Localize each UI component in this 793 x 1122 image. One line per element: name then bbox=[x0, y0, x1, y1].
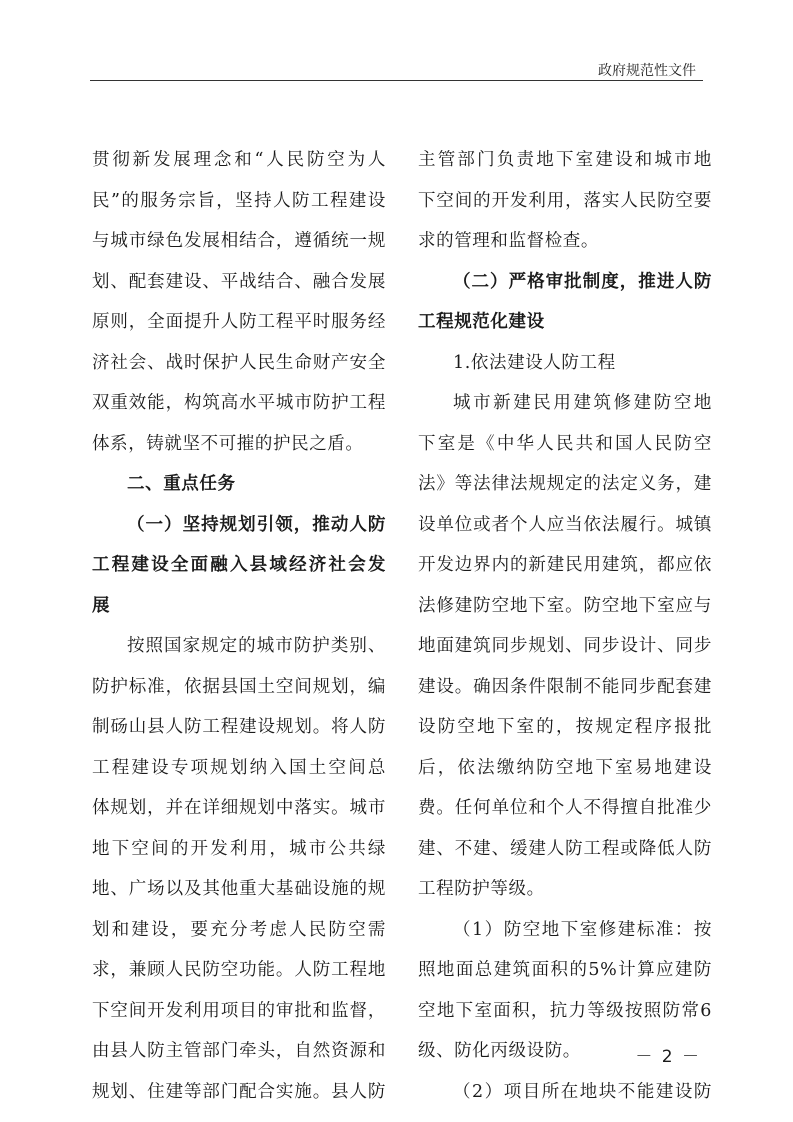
text-line: 级、防化丙级设防。 bbox=[418, 1041, 581, 1061]
text-line: 法》等法律法规规定的法定义务，建 bbox=[418, 474, 712, 494]
text-line: 工程建设专项规划纳入国土空间总 bbox=[92, 757, 386, 778]
text-line: 由县人防主管部门牵头，自然资源和 bbox=[92, 1041, 386, 1061]
text-line: 展 bbox=[92, 595, 111, 616]
text-line: （二）严格审批制度，推进人防 bbox=[453, 271, 712, 292]
text-line: 体规划，并在详细规划中落实。城市 bbox=[92, 798, 386, 818]
header-divider bbox=[90, 80, 703, 81]
text-line: 划、配套建设、平战结合、融合发展 bbox=[92, 271, 386, 292]
text-line: 下空间开发利用项目的审批和监督， bbox=[92, 1000, 386, 1021]
text-line: 地下空间的开发利用，城市公共绿 bbox=[92, 838, 386, 859]
text-line: 空地下室面积，抗力等级按照防常6 bbox=[418, 1000, 712, 1021]
text-line: 照地面总建筑面积的5%计算应建防 bbox=[418, 960, 712, 980]
text-line: 开发边界内的新建民用建筑，都应依 bbox=[418, 555, 712, 575]
text-line: 体系，铸就坚不可摧的护民之盾。 bbox=[92, 433, 364, 454]
text-line: 工程建设全面融入县域经济社会发 bbox=[92, 555, 386, 575]
text-line: 划和建设，要充分考虑人民防空需 bbox=[92, 919, 386, 940]
text-line: 下空间的开发利用，落实人民防空要 bbox=[418, 190, 712, 211]
left-text-column bbox=[92, 140, 386, 1112]
text-line: 济社会、战时保护人民生命财产安全 bbox=[92, 352, 386, 373]
text-line: 城市新建民用建筑修建防空地 bbox=[453, 393, 712, 413]
text-line: 求，兼顾人民防空功能。人防工程地 bbox=[92, 960, 386, 980]
text-line: （一）坚持规划引领，推动人防 bbox=[127, 514, 386, 535]
text-line: 规划、住建等部门配合实施。县人防 bbox=[92, 1081, 386, 1102]
right-text-column bbox=[418, 140, 712, 1112]
text-line: 费。任何单位和个人不得擅自批准少 bbox=[418, 798, 712, 818]
text-line: 原则，全面提升人防工程平时服务经 bbox=[92, 312, 386, 332]
text-line: 下室是《中华人民共和国人民防空 bbox=[418, 433, 712, 454]
text-line: 贯彻新发展理念和“人民防空为人 bbox=[92, 150, 386, 170]
text-line: 1.依法建设人防工程 bbox=[453, 352, 616, 373]
text-line: （1）防空地下室修建标准：按 bbox=[453, 919, 712, 940]
page-number: － 2 － bbox=[635, 1047, 701, 1067]
document-type-label: 政府规范性文件 bbox=[598, 63, 696, 79]
text-line: 主管部门负责地下室建设和城市地 bbox=[418, 150, 712, 170]
text-line: 工程规范化建设 bbox=[418, 312, 545, 332]
text-line: 设单位或者个人应当依法履行。城镇 bbox=[418, 514, 712, 535]
text-line: （2）项目所在地块不能建设防 bbox=[453, 1081, 712, 1102]
text-line: 与城市绿色发展相结合，遵循统一规 bbox=[92, 231, 386, 251]
text-line: 法修建防空地下室。防空地下室应与 bbox=[418, 595, 712, 616]
text-line: 民”的服务宗旨，坚持人防工程建设 bbox=[92, 190, 386, 211]
text-line: 按照国家规定的城市防护类别、 bbox=[127, 636, 386, 656]
text-line: 设防空地下室的，按规定程序报批 bbox=[418, 717, 712, 737]
text-line: 地、广场以及其他重大基础设施的规 bbox=[92, 879, 386, 899]
text-line: 求的管理和监督检查。 bbox=[418, 231, 599, 251]
text-line: 地面建筑同步规划、同步设计、同步 bbox=[418, 636, 712, 656]
text-line: 二、重点任务 bbox=[127, 474, 236, 494]
text-line: 后，依法缴纳防空地下室易地建设 bbox=[418, 757, 712, 778]
text-line: 建设。确因条件限制不能同步配套建 bbox=[418, 676, 712, 697]
text-line: 双重效能，构筑高水平城市防护工程 bbox=[92, 393, 386, 413]
text-line: 建、不建、缓建人防工程或降低人防 bbox=[418, 838, 712, 859]
text-line: 制砀山县人防工程建设规划。将人防 bbox=[92, 717, 386, 737]
text-line: 防护标准，依据县国土空间规划，编 bbox=[92, 676, 386, 697]
text-line: 工程防护等级。 bbox=[418, 879, 545, 899]
